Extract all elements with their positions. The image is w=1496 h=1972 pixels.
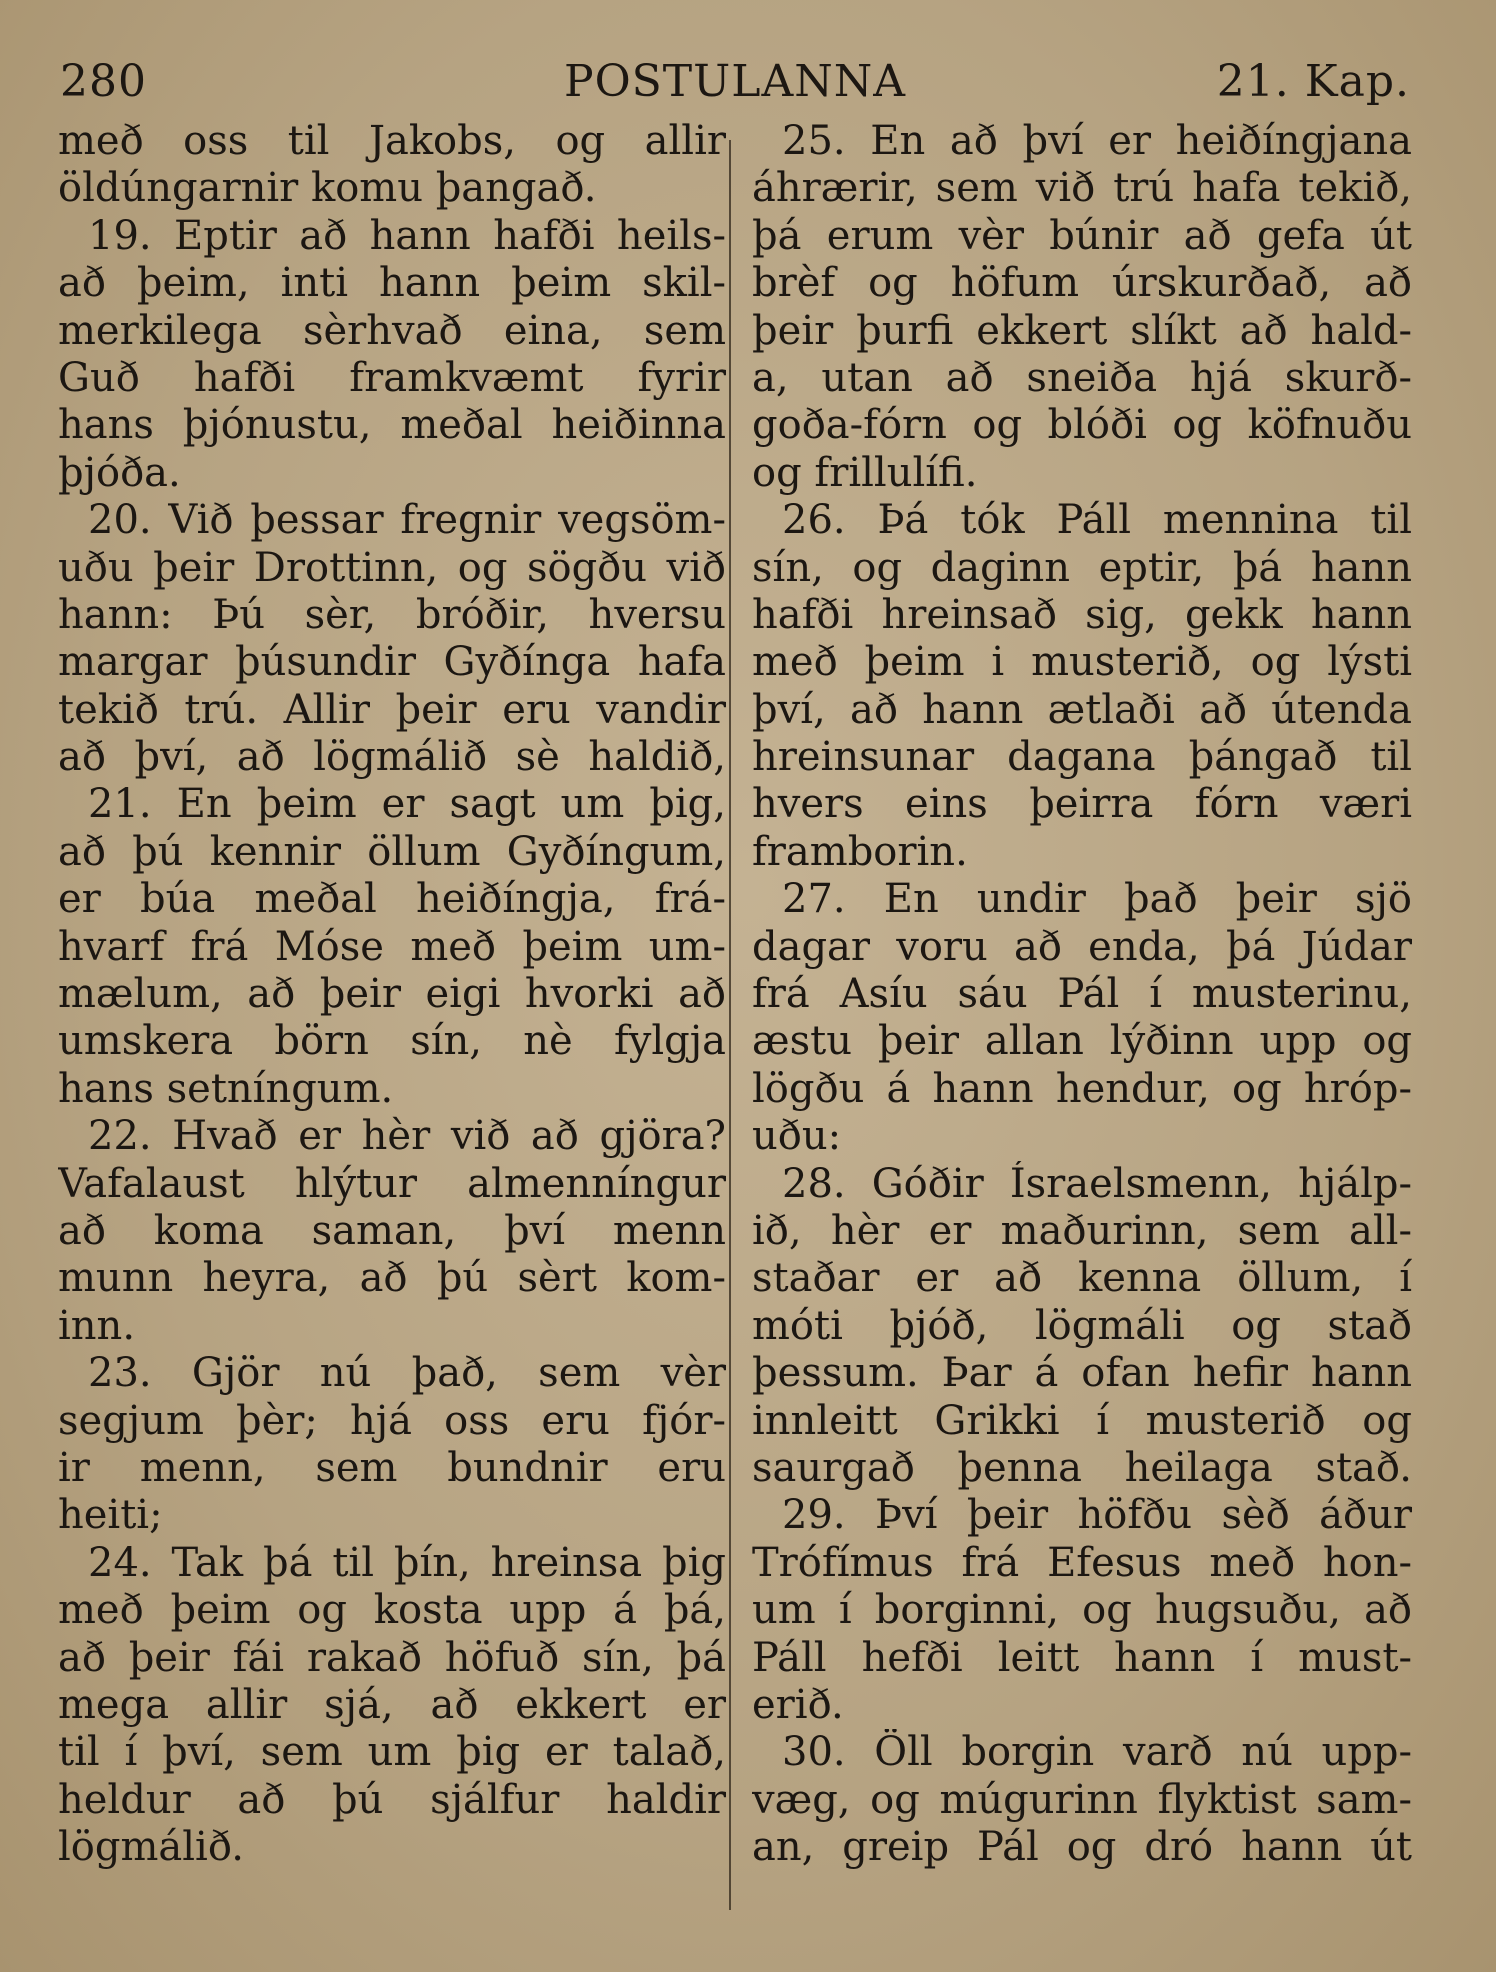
- text-line: að koma saman, því menn: [58, 1207, 726, 1254]
- verse-start-line: 28. Góðir Ísraelsmenn, hjálp-: [782, 1160, 1412, 1207]
- text-line: áhrærir, sem við trú hafa tekið,: [752, 165, 1412, 212]
- text-line: framborin.: [752, 828, 968, 875]
- text-line: heldur að þú sjálfur haldir: [58, 1776, 726, 1823]
- running-header: [60, 52, 1410, 112]
- text-line: til í því, sem um þig er talað,: [58, 1729, 726, 1776]
- text-line: uðu:: [752, 1113, 842, 1160]
- text-line: saurgað þenna heilaga stað.: [752, 1444, 1412, 1491]
- text-line: með þeim og kosta upp á þá,: [58, 1587, 726, 1634]
- right-text-column: [752, 118, 1412, 1871]
- left-text-column: [58, 118, 726, 1871]
- text-line: þessum. Þar á ofan hefir hann: [752, 1350, 1412, 1397]
- text-line: segjum þèr; hjá oss eru fjór-: [58, 1397, 726, 1444]
- verse-start-line: 25. En að því er heiðíngjana: [782, 118, 1412, 164]
- text-line: móti þjóð, lögmáli og stað: [752, 1302, 1412, 1349]
- verse-start-line: 22. Hvað er hèr við að gjöra?: [88, 1113, 726, 1160]
- text-line: því, að hann ætlaði að útenda: [752, 686, 1412, 733]
- verse-start-line: 27. En undir það þeir sjö: [782, 876, 1412, 923]
- text-line: er búa meðal heiðíngja, frá-: [58, 876, 726, 923]
- text-line: Vafalaust hlýtur almenníngur: [58, 1160, 726, 1207]
- column-divider: [729, 140, 731, 1910]
- text-line: Páll hefði leitt hann í must-: [752, 1634, 1412, 1681]
- text-line: hann: Þú sèr, bróðir, hversu: [58, 591, 726, 638]
- text-line: hans setníngum.: [58, 1065, 394, 1112]
- text-line: merkilega sèrhvað eina, sem: [58, 307, 726, 354]
- running-title: POSTULANNA: [563, 56, 907, 107]
- text-line: að þeir fái rakað höfuð sín, þá: [58, 1634, 726, 1681]
- text-line: hvarf frá Móse með þeim um-: [58, 923, 726, 970]
- text-line: væg, og múgurinn flyktist sam-: [752, 1776, 1412, 1823]
- text-line: Trófímus frá Efesus með hon-: [752, 1539, 1412, 1586]
- text-line: mega allir sjá, að ekkert er: [58, 1681, 726, 1728]
- verse-start-line: 30. Öll borgin varð nú upp-: [782, 1729, 1412, 1776]
- text-line: um í borginni, og hugsuðu, að: [752, 1587, 1412, 1634]
- text-line: tekið trú. Allir þeir eru vandir: [58, 686, 726, 733]
- text-line: an, greip Pál og dró hann út: [752, 1824, 1412, 1871]
- text-line: öldúngarnir komu þangað.: [58, 165, 597, 212]
- text-line: æstu þeir allan lýðinn upp og: [752, 1018, 1412, 1065]
- text-line: hreinsunar dagana þángað til: [752, 734, 1412, 781]
- text-line: lögmálið.: [58, 1824, 244, 1871]
- text-line: að þú kennir öllum Gyðíngum,: [58, 828, 726, 875]
- verse-start-line: 21. En þeim er sagt um þig,: [88, 781, 726, 828]
- text-line: heiti;: [58, 1492, 163, 1539]
- text-line: innleitt Grikki í musterið og: [752, 1397, 1412, 1444]
- text-line: hvers eins þeirra fórn væri: [752, 781, 1412, 828]
- text-line: ið, hèr er maðurinn, sem all-: [752, 1207, 1412, 1254]
- text-line: þeir þurfi ekkert slíkt að hald-: [752, 307, 1412, 354]
- verse-start-line: 23. Gjör nú það, sem vèr: [88, 1350, 726, 1397]
- text-line: munn heyra, að þú sèrt kom-: [58, 1255, 726, 1302]
- verse-start-line: 20. Við þessar fregnir vegsöm-: [88, 497, 726, 544]
- text-line: uðu þeir Drottinn, og sögðu við: [58, 544, 726, 591]
- text-line: og frillulífi.: [752, 449, 978, 496]
- verse-start-line: 24. Tak þá til þín, hreinsa þig: [88, 1539, 726, 1586]
- text-line: staðar er að kenna öllum, í: [752, 1255, 1412, 1302]
- page-number: 280: [60, 56, 147, 107]
- text-line: með þeim i musterið, og lýsti: [752, 639, 1412, 686]
- text-line: a, utan að sneiða hjá skurð-: [752, 354, 1412, 401]
- text-line: margar þúsundir Gyðínga hafa: [58, 639, 726, 686]
- text-line: mælum, að þeir eigi hvorki að: [58, 971, 726, 1018]
- text-line: að þeim, inti hann þeim skil-: [58, 260, 726, 307]
- text-line: umskera börn sín, nè fylgja: [58, 1018, 726, 1065]
- text-line: þjóða.: [58, 449, 181, 496]
- text-line: hans þjónustu, meðal heiðinna: [58, 402, 726, 449]
- verse-start-line: 19. Eptir að hann hafði heils-: [88, 212, 726, 259]
- text-line: ir menn, sem bundnir eru: [58, 1444, 726, 1491]
- text-line: sín, og daginn eptir, þá hann: [752, 544, 1412, 591]
- text-line: að því, að lögmálið sè haldið,: [58, 734, 726, 781]
- text-line: með oss til Jakobs, og allir: [58, 118, 726, 164]
- text-line: goða-fórn og blóði og köfnuðu: [752, 402, 1412, 449]
- text-line: Guð hafði framkvæmt fyrir: [58, 354, 726, 401]
- text-line: erið.: [752, 1681, 844, 1728]
- verse-start-line: 29. Því þeir höfðu sèð áður: [782, 1492, 1412, 1539]
- verse-start-line: 26. Þá tók Páll mennina til: [782, 497, 1412, 544]
- chapter-label: 21. Kap.: [1216, 56, 1410, 107]
- text-line: dagar voru að enda, þá Júdar: [752, 923, 1412, 970]
- text-line: frá Asíu sáu Pál í musterinu,: [752, 971, 1412, 1018]
- text-line: inn.: [58, 1302, 136, 1349]
- text-line: brèf og höfum úrskurðað, að: [752, 260, 1412, 307]
- text-line: lögðu á hann hendur, og hróp-: [752, 1065, 1412, 1112]
- text-line: þá erum vèr búnir að gefa út: [752, 212, 1412, 259]
- text-line: hafði hreinsað sig, gekk hann: [752, 591, 1412, 638]
